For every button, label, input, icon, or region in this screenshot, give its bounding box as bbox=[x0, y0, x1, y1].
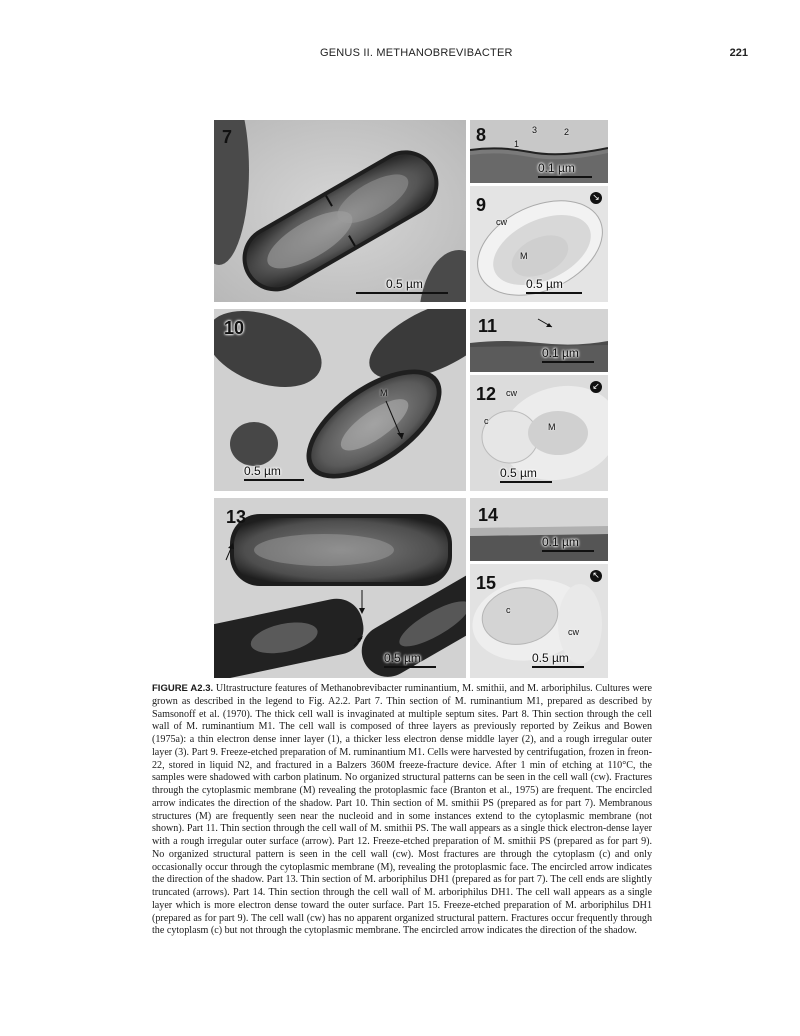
scale-bar bbox=[532, 652, 569, 664]
cell-micrograph-image bbox=[214, 120, 466, 302]
scale-bar bbox=[500, 467, 537, 479]
scale-label: 0.5 µm bbox=[500, 466, 537, 480]
layer-label-3: 3 bbox=[532, 125, 538, 135]
scale-bar bbox=[384, 652, 421, 664]
label-cytoplasm: c bbox=[506, 605, 511, 615]
label-cell-wall: cw bbox=[496, 217, 507, 227]
scale-label: 0.1 µm bbox=[542, 346, 579, 360]
panel-number: 15 bbox=[476, 573, 497, 593]
micrograph-panel-15 bbox=[470, 564, 608, 678]
panel-number: 12 bbox=[476, 384, 497, 404]
label-cell-wall: cw bbox=[568, 627, 579, 637]
scale-bar bbox=[244, 465, 281, 477]
scale-bar bbox=[538, 162, 575, 174]
shadow-direction-icon: ↖ bbox=[590, 570, 602, 582]
label-membrane: M bbox=[548, 422, 556, 432]
scale-bar bbox=[526, 278, 563, 290]
cell-micrograph-image bbox=[214, 498, 466, 678]
scale-label: 0.5 µm bbox=[526, 277, 563, 291]
figure-caption bbox=[152, 683, 652, 938]
panel-number: 14 bbox=[478, 505, 499, 525]
scale-label: 0.1 µm bbox=[542, 535, 579, 549]
micrograph-panel-12 bbox=[470, 375, 608, 491]
figure-label: FIGURE A2.3. bbox=[152, 683, 214, 694]
label-cell-wall: cw bbox=[506, 388, 517, 398]
micrograph-panel-7 bbox=[214, 120, 466, 302]
micrograph-panel-11 bbox=[470, 309, 608, 372]
panel-number: 10 bbox=[224, 318, 245, 338]
scale-label: 0.5 µm bbox=[384, 651, 421, 665]
shadow-direction-icon: ↙ bbox=[590, 381, 602, 393]
panel-number: 9 bbox=[476, 195, 487, 215]
page-number: 221 bbox=[729, 47, 748, 59]
scale-bar bbox=[356, 278, 423, 290]
scale-label: 0.5 µm bbox=[532, 651, 569, 665]
panel-number: 8 bbox=[476, 125, 487, 145]
layer-label-2: 2 bbox=[564, 127, 570, 137]
running-head: GENUS II. METHANOBREVIBACTER bbox=[320, 47, 513, 59]
panel-number: 7 bbox=[222, 127, 233, 147]
scale-label: 0.5 µm bbox=[244, 464, 281, 478]
label-membranous-structure: M bbox=[380, 388, 388, 398]
panel-number: 11 bbox=[478, 316, 498, 336]
shadow-direction-icon: ↘ bbox=[590, 192, 602, 204]
micrograph-panel-9 bbox=[470, 186, 608, 302]
caption-text: Ultrastructure features of Methanobrevibacter ruminantium, M. smithii, and M. arboriphilus. Cultures were grown as described in the legend to Fig. A2.2. Part 7. Thin section of M. ruminantium M1, prepared as described by Samsonoff et al. (1970). The thick cell wall is invaginated at multiple septum sites. Part 8. Thin section through the cell wall of M. ruminantium M1. The cell wall is composed of three layers as previously reported by Zeikus and Bowen (1975a): a thin electron dense inner layer (1), a thicker less electron dense middle layer (2), and a rough irregular outer layer (3). Part 9. Freeze-etched preparation of M. ruminantium M1. Cells were harvested by centrifugation, frozen in freon-22, stored in liquid N2, and fractured in a Balzers 360M freeze-fracture device. After 1 min of etching at 110°C, the samples were shadowed with carbon platinum. No organized structural patterns can be seen in the cell wall (cw). Fractures through the cytoplasmic membrane (M) revealing the protoplasmic face (Branton et al., 1975) are frequent. The encircled arrow indicates the direction of the shadow. Part 10. Thin section of M. smithii PS (prepared as for part 7). Membranous structures (M) are frequently seen near the nucleoid and in some instances extend to the cytoplasmic membrane (not shown). Part 11. Thin section through the cell wall of M. smithii PS. The wall appears as a single thick electron-dense layer with a rough irregular outer surface (arrow). Part 12. Freeze-etched preparation of M. smithii PS (prepared as for part 9). No organized structural pattern is seen in the cell wall (cw). Most fractures are through the cytoplasm (c) and only occasionally occur through the cytoplasmic membrane (M), revealing the protoplasmic face. The encircled arrow indicates the direction of the shadow. Part 13. Thin section of M. arboriphilus DH1 (prepared as for part 7). The cell ends are slightly truncated (arrows). Part 14. Thin section through the cell wall of M. arboriphilus DH1. The cell wall appears as a single layer which is more electron dense toward the outer surface. Part 15. Freeze-etched preparation of M. arboriphilus DH1 (prepared as for part 9). The cell wall (cw) has no apparent organized structural pattern. Fractures occur frequently through the cytoplasm (c) but not through the cytoplasmic membrane. The encircled arrow indicates the direction of the shadow. bbox=[152, 683, 653, 937]
micrograph-panel-10 bbox=[214, 309, 466, 491]
label-membrane: M bbox=[520, 251, 528, 261]
scale-bar bbox=[542, 347, 579, 359]
label-cytoplasm: c bbox=[484, 416, 489, 426]
micrograph-panel-14 bbox=[470, 498, 608, 561]
scale-label: 0.5 µm bbox=[386, 277, 423, 291]
scale-bar bbox=[542, 536, 579, 548]
micrograph-panel-8 bbox=[470, 120, 608, 183]
layer-label-1: 1 bbox=[514, 139, 520, 149]
page-header bbox=[0, 47, 800, 65]
micrograph-panel-13 bbox=[214, 498, 466, 678]
scale-label: 0.1 µm bbox=[538, 161, 575, 175]
panel-number: 13 bbox=[226, 507, 247, 527]
